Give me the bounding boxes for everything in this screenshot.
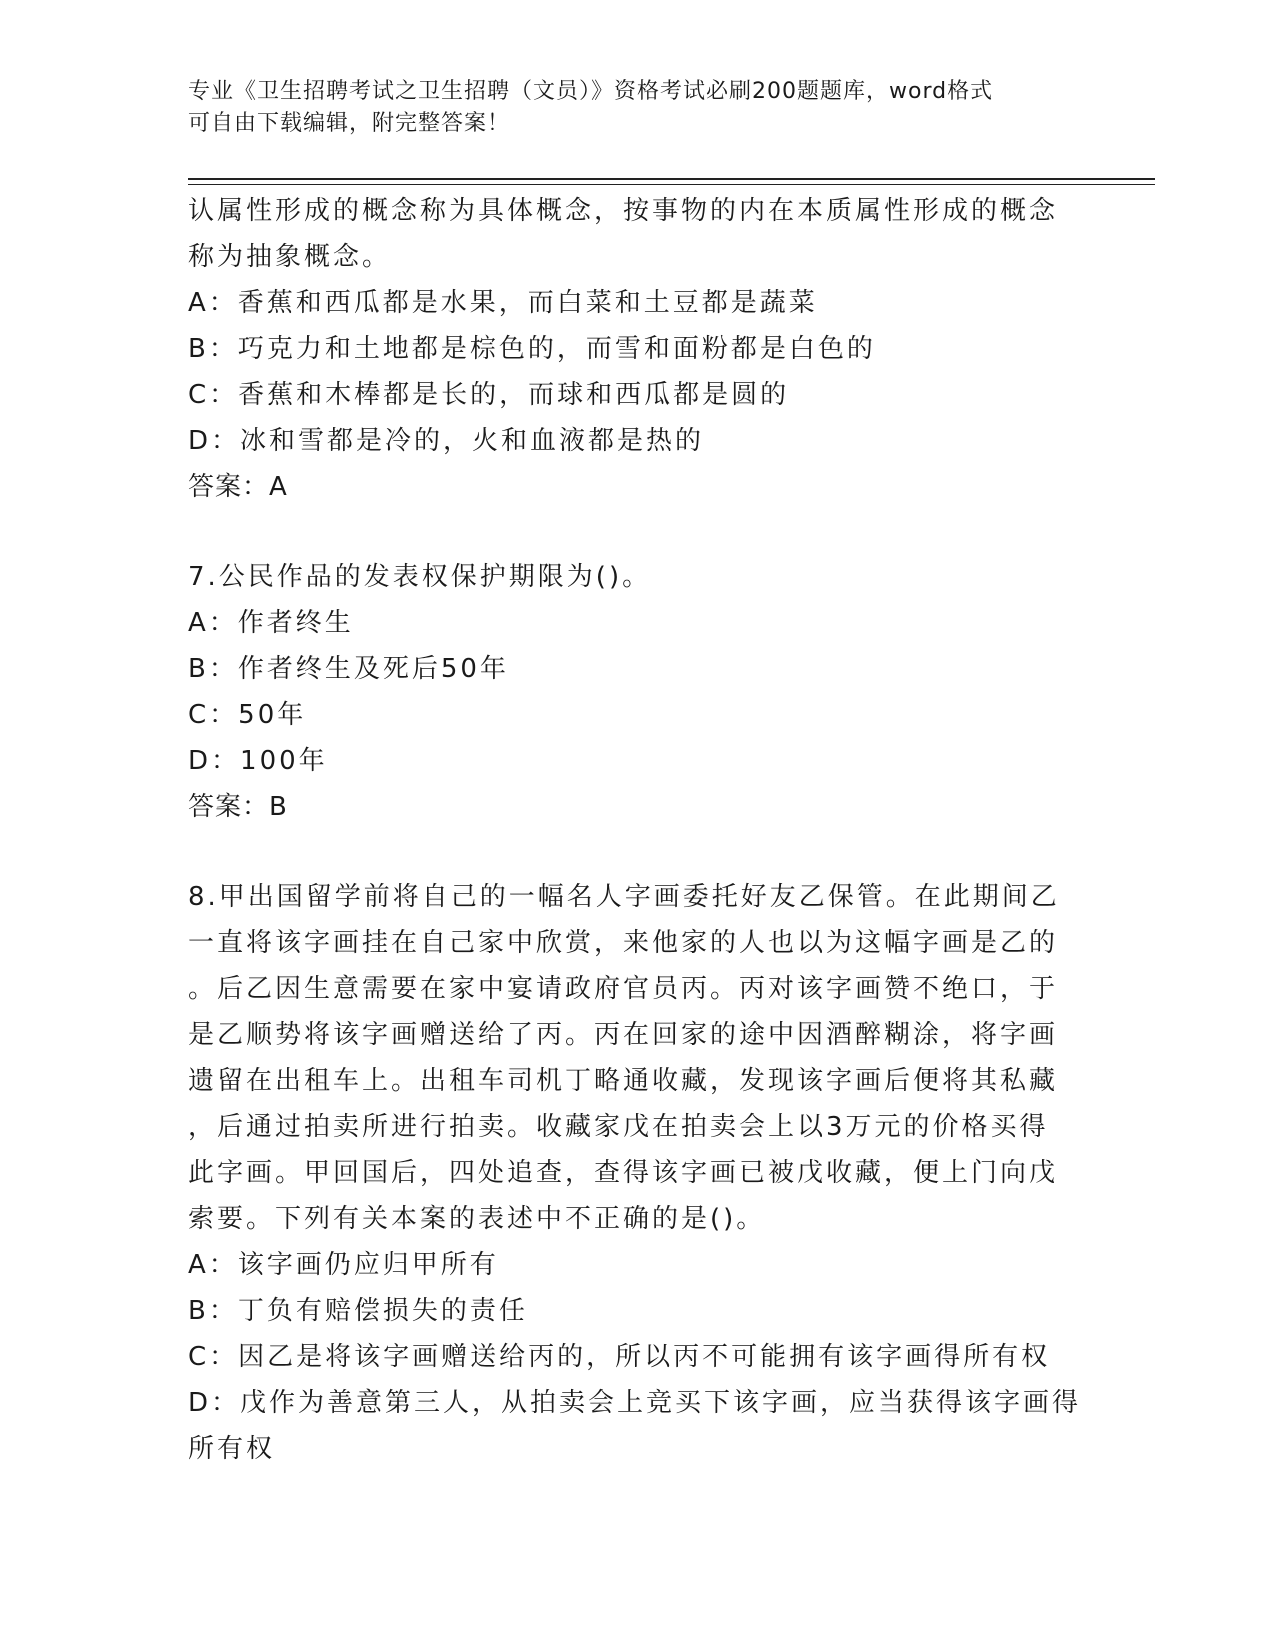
option-d-continuation: 所有权 xyxy=(188,1434,276,1464)
option-d: D：100年 xyxy=(188,746,328,776)
header-divider-thick xyxy=(188,178,1155,180)
header-line-2: 可自由下载编辑，附完整答案！ xyxy=(188,111,511,136)
option-c: C：因乙是将该字画赠送给丙的，所以丙不可能拥有该字画得所有权 xyxy=(188,1342,1051,1372)
option-b: B：作者终生及死后50年 xyxy=(188,654,509,684)
header-divider-thin xyxy=(188,184,1155,185)
header-line-1: 专业《卫生招聘考试之卫生招聘（文员）》资格考试必刷200题题库，word格式 xyxy=(188,79,994,104)
spacer xyxy=(188,830,1088,874)
stem-line: 认属性形成的概念称为具体概念，按事物的内在本质属性形成的概念 xyxy=(188,196,1059,226)
stem-line: 称为抽象概念。 xyxy=(188,242,392,272)
document-body xyxy=(188,188,1088,1472)
answer-line: 答案：A xyxy=(188,472,288,502)
stem-line: 索要。下列有关本案的表述中不正确的是()。 xyxy=(188,1204,766,1234)
stem-line: 8.甲出国留学前将自己的一幅名人字画委托好友乙保管。在此期间乙 xyxy=(188,882,1060,912)
option-d: D：戊作为善意第三人，从拍卖会上竞买下该字画，应当获得该字画得 xyxy=(188,1388,1082,1418)
option-c: C：50年 xyxy=(188,700,307,730)
stem-line: ，后通过拍卖所进行拍卖。收藏家戊在拍卖会上以3万元的价格买得 xyxy=(188,1112,1049,1142)
option-a: A：该字画仍应归甲所有 xyxy=(188,1250,499,1280)
question-stem: 7.公民作品的发表权保护期限为()。 xyxy=(188,562,652,592)
question-8 xyxy=(188,874,1088,1472)
option-b: B：丁负有赔偿损失的责任 xyxy=(188,1296,528,1326)
question-6-continuation xyxy=(188,188,1088,510)
spacer xyxy=(188,510,1088,554)
answer-line: 答案：B xyxy=(188,792,288,822)
stem-line: 此字画。甲回国后，四处追查，查得该字画已被戊收藏，便上门向戊 xyxy=(188,1158,1059,1188)
stem-line: 遗留在出租车上。出租车司机丁略通收藏，发现该字画后便将其私藏 xyxy=(188,1066,1059,1096)
option-b: B：巧克力和土地都是棕色的，而雪和面粉都是白色的 xyxy=(188,334,876,364)
stem-line: 是乙顺势将该字画赠送给了丙。丙在回家的途中因酒醉糊涂，将字画 xyxy=(188,1020,1059,1050)
stem-line: 一直将该字画挂在自己家中欣赏，来他家的人也以为这幅字画是乙的 xyxy=(188,928,1059,958)
question-7 xyxy=(188,554,1088,830)
option-d: D：冰和雪都是冷的，火和血液都是热的 xyxy=(188,426,705,456)
option-a: A：香蕉和西瓜都是水果，而白菜和土豆都是蔬菜 xyxy=(188,288,818,318)
option-c: C：香蕉和木棒都是长的，而球和西瓜都是圆的 xyxy=(188,380,790,410)
option-a: A：作者终生 xyxy=(188,608,354,638)
stem-line: 。后乙因生意需要在家中宴请政府官员丙。丙对该字画赞不绝口，于 xyxy=(188,974,1059,1004)
page-header xyxy=(188,76,1068,140)
